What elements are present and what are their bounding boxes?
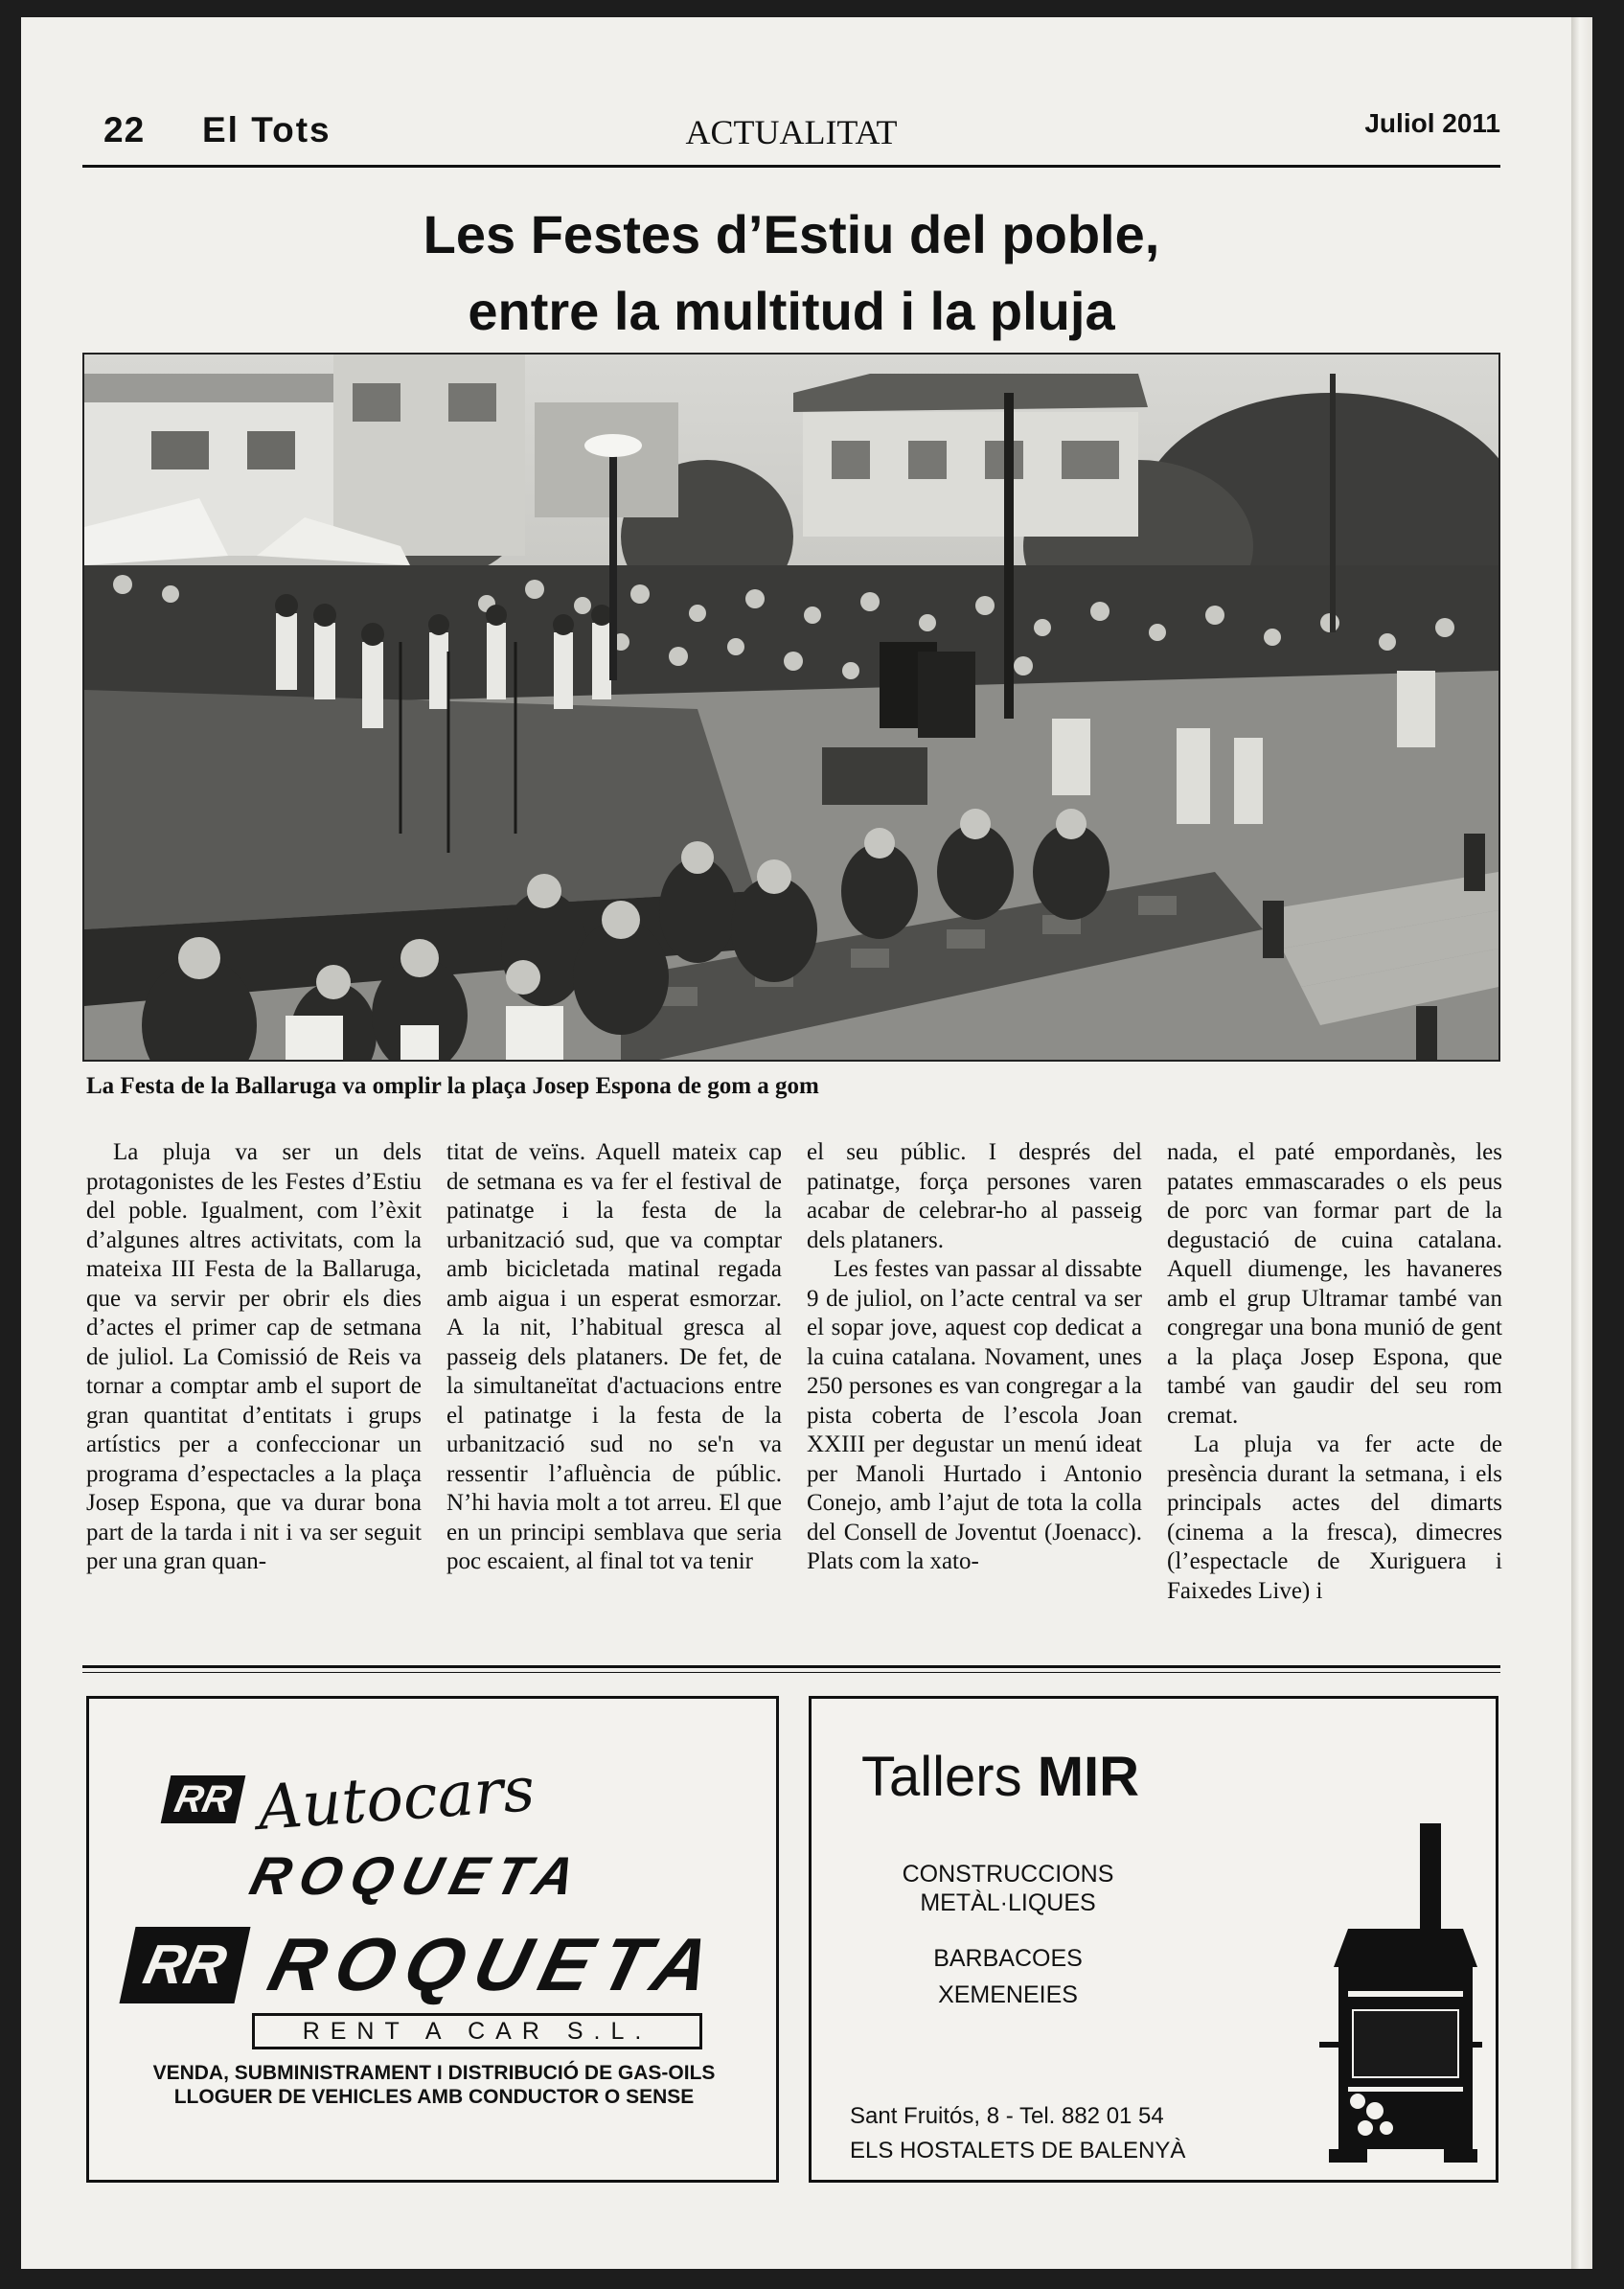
paragraph: nada, el paté empordanès, les patates emmascarades o els peus de porc van formar part de la degustació de cuina catalana. Aquell diumenge, les havaneres amb el grup Ultramar també van congregar una bona munió de gent a la plaça Josep Espona, que també van gaudir del seu rom cremat.	[1167, 1139, 1502, 1429]
autocars-logo	[166, 1754, 538, 1844]
ads-rule	[82, 1665, 1500, 1668]
article-column-2	[446, 1138, 782, 1637]
barbecue-grill-icon	[1319, 1823, 1482, 2168]
crowd-scene-illustration	[84, 355, 1498, 1060]
rr-logo-mark-large: RR	[119, 1927, 250, 2003]
paragraph: el seu públic. I després del patinatge, força persones varen acabar de celebrar-ho al passeig dels plataners.	[807, 1139, 1142, 1253]
paragraph: titat de veïns. Aquell mateix cap de setmana es va fer el festival de patinatge i la festa de la urbanització sud, que va comptar amb bicicletada matinal regada amb aigua i un esperat esmorzar. A la nit, l’habitual gresca al passeig dels plataners. De fet, de la simultaneïtat d'actuacions entre el patinatge i la festa de la urbanització sud no se'n va ressentir l’afluència de públic. N’hi havia molt a tot arreu. El que en un principi semblava que seria poc escaient, al final tot va tenir	[446, 1139, 782, 1574]
roqueta-rent-logo	[127, 1921, 731, 2008]
tallers-mir-title	[861, 1745, 1139, 1809]
roqueta-large-logotype: ROQUETA	[261, 1922, 731, 2006]
services-line-1: VENDA, SUBMINISTRAMENT I DISTRIBUCIÓ DE GAS-OILS	[152, 2062, 716, 2084]
article-body	[86, 1138, 1502, 1637]
article-column-1	[86, 1138, 422, 1637]
ads-rule-thin	[82, 1672, 1500, 1673]
issue-date: Juliol 2011	[1364, 108, 1500, 138]
autocars-script: Autocars	[255, 1754, 538, 1844]
header-rule	[82, 165, 1500, 168]
page-number: 22	[103, 110, 146, 149]
section-title: ACTUALITAT	[685, 113, 898, 151]
page-spine-shadow	[1571, 17, 1592, 2269]
address-line: Sant Fruitós, 8 - Tel. 882 01 54	[850, 2103, 1164, 2129]
title-tallers: Tallers	[861, 1746, 1038, 1808]
title-line-1: Les Festes d’Estiu del poble,	[423, 204, 1160, 264]
rr-logo-mark: RR	[161, 1775, 246, 1823]
photo-caption: La Festa de la Ballaruga va omplir la plaça Josep Espona de gom a gom	[86, 1073, 819, 1099]
article-column-4	[1167, 1138, 1502, 1637]
paragraph: La pluja va fer acte de presència durant la setmana, i els principals actes del dimarts (cinema a la fresca), dimecres (l’espectacle de Xuriguera i Faixedes Live) i	[1167, 1431, 1502, 1604]
paragraph: La pluja va ser un dels protagonistes de les Festes d’Estiu del poble. Igualment, com l’èxit d’algunes altres activitats, com la mateixa III Festa de la Ballaruga, que va servir per obrir els dies d’actes el primer cap de setmana de juliol. La Comissió de Reis va tornar a comptar amb el suport de gran quantitat d’entitats i grups artístics per a confeccionar un programa d’espectacles a la plaça Josep Espona, que va durar bona part de la tarda i nit i va ser seguit per una gran quan-	[86, 1139, 422, 1574]
tallers-services	[859, 1860, 1156, 2009]
services-line-2: LLOGUER DE VEHICLES AMB CONDUCTOR O SENSE	[173, 2086, 695, 2108]
magazine-name: El Tots	[202, 110, 332, 149]
service-construccions: CONSTRUCCIONS	[902, 1861, 1114, 1888]
title-line-2: entre la multitud i la pluja	[468, 281, 1115, 341]
paragraph: Les festes van passar al dissabte 9 de juliol, on l’acte central va ser el sopar jove, aquest cop dedicat a la cuina catalana. Novament, unes 250 persones es van congregar a la pista coberta de l’escola Joan XXIII per degustar un menú ideat per Manoli Hurtado i Antonio Conejo, amb l’ajut de tota la colla del Consell de Joventut (Joenacc). Plats com la xato-	[807, 1256, 1142, 1574]
title-mir: MIR	[1037, 1746, 1140, 1808]
festival-photo	[82, 353, 1500, 1062]
service-barbacoes: BARBACOES	[933, 1945, 1083, 1972]
roqueta-small-logotype: ROQUETA	[244, 1845, 591, 1906]
rent-a-car-label: RENT A CAR S.L.	[252, 2013, 702, 2049]
service-metalliques: METÀL·LIQUES	[920, 1889, 1096, 1916]
service-xemeneies: XEMENEIES	[938, 1981, 1078, 2008]
ad-autocars-roqueta	[86, 1696, 779, 2183]
autocars-services	[118, 2061, 750, 2109]
article-column-3	[807, 1138, 1142, 1637]
page-header	[82, 91, 1500, 158]
town-line: ELS HOSTALETS DE BALENYÀ	[850, 2138, 1186, 2163]
ad-tallers-mir	[809, 1696, 1498, 2183]
tallers-address	[850, 2099, 1185, 2168]
article-title	[82, 196, 1500, 350]
